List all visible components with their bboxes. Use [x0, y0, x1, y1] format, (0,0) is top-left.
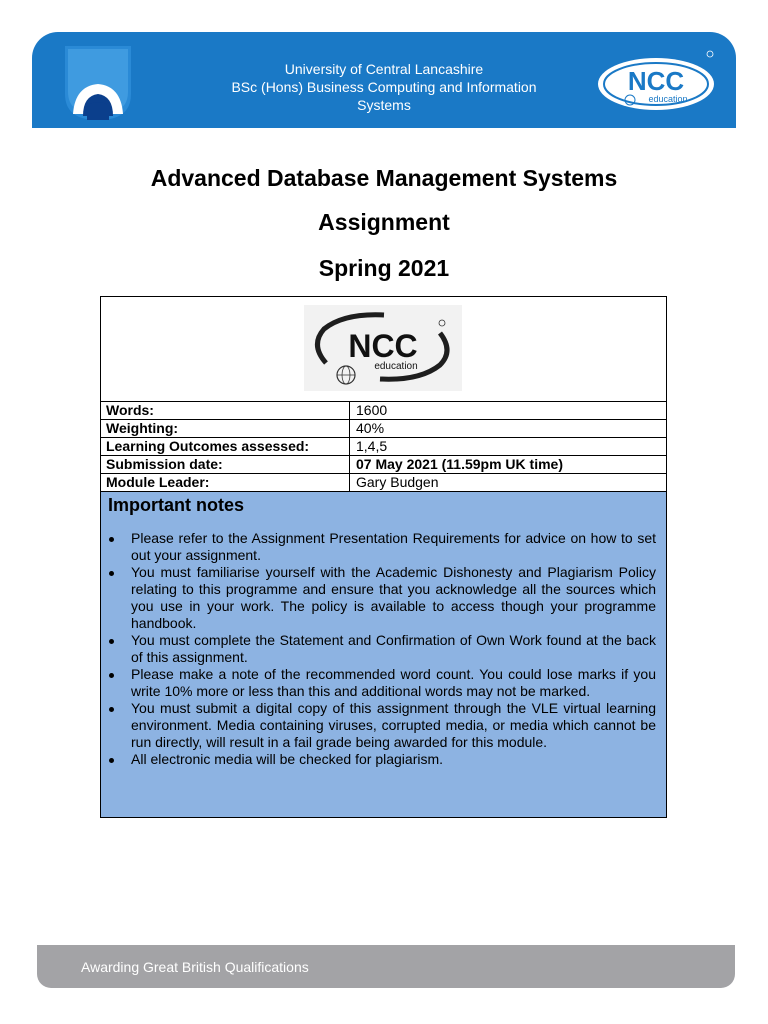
header-text	[182, 60, 586, 114]
ncc-education-logo	[304, 305, 462, 391]
notes-list	[101, 530, 661, 768]
document-title: Assignment	[318, 209, 450, 235]
term-title: Spring 2021	[318, 255, 450, 281]
weighting-label: Weighting:	[101, 420, 350, 437]
module-leader-row	[101, 474, 666, 492]
svg-text:education: education	[648, 94, 688, 104]
weighting-row	[101, 420, 666, 438]
submission-date-value: 07 May 2021 (11.59pm UK time)	[356, 456, 563, 472]
learning-outcomes-row	[101, 438, 666, 456]
note-item: Please make a note of the recommended word count. You could lose marks if you write 10% more or less than this and additional words may not be marked.	[101, 666, 661, 700]
learning-outcomes-value: 1,4,5	[356, 438, 388, 454]
assignment-info-table	[100, 296, 667, 818]
notes-heading: Important notes	[108, 495, 245, 515]
words-label: Words:	[101, 402, 350, 419]
words-value: 1600	[356, 402, 388, 418]
important-notes-section	[101, 492, 666, 817]
submission-date-label: Submission date:	[101, 456, 350, 473]
module-leader-label: Module Leader:	[101, 474, 350, 491]
module-leader-value: Gary Budgen	[356, 474, 439, 490]
note-item: You must submit a digital copy of this assignment through the VLE virtual learning environment. Media containing viruses, corrupted media, or media which cannot be run directly, will result in a fail grade being awarded for this module.	[101, 700, 661, 751]
logo-cell	[101, 297, 666, 402]
svg-text:education: education	[374, 361, 418, 372]
words-row	[101, 402, 666, 420]
submission-date-row	[101, 456, 666, 474]
header-banner	[32, 32, 736, 128]
university-name: University of Central Lancashire	[284, 61, 484, 77]
learning-outcomes-label: Learning Outcomes assessed:	[101, 438, 350, 455]
module-title: Advanced Database Management Systems	[150, 165, 618, 191]
svg-text:NCC: NCC	[348, 328, 418, 364]
footer-banner	[37, 945, 735, 988]
svg-text:NCC: NCC	[627, 66, 685, 96]
university-shield-logo	[65, 46, 131, 120]
note-item: You must complete the Statement and Confirmation of Own Work found at the back of this assignment.	[101, 632, 661, 666]
weighting-value: 40%	[356, 420, 385, 436]
programme-line-1: BSc (Hons) Business Computing and Information	[231, 79, 537, 95]
note-item: You must familiarise yourself with the Academic Dishonesty and Plagiarism Policy relating to this programme and ensure that you acknowledge all the sources which you use in your work. The policy is available to access though your programme handbook.	[101, 564, 661, 632]
programme-line-2: Systems	[357, 97, 411, 113]
note-item: Please refer to the Assignment Presentation Requirements for advice on how to set out your assignment.	[101, 530, 661, 564]
footer-text: Awarding Great British Qualifications	[81, 959, 309, 975]
ncc-education-badge	[592, 46, 720, 116]
note-item: All electronic media will be checked for plagiarism.	[101, 751, 661, 768]
